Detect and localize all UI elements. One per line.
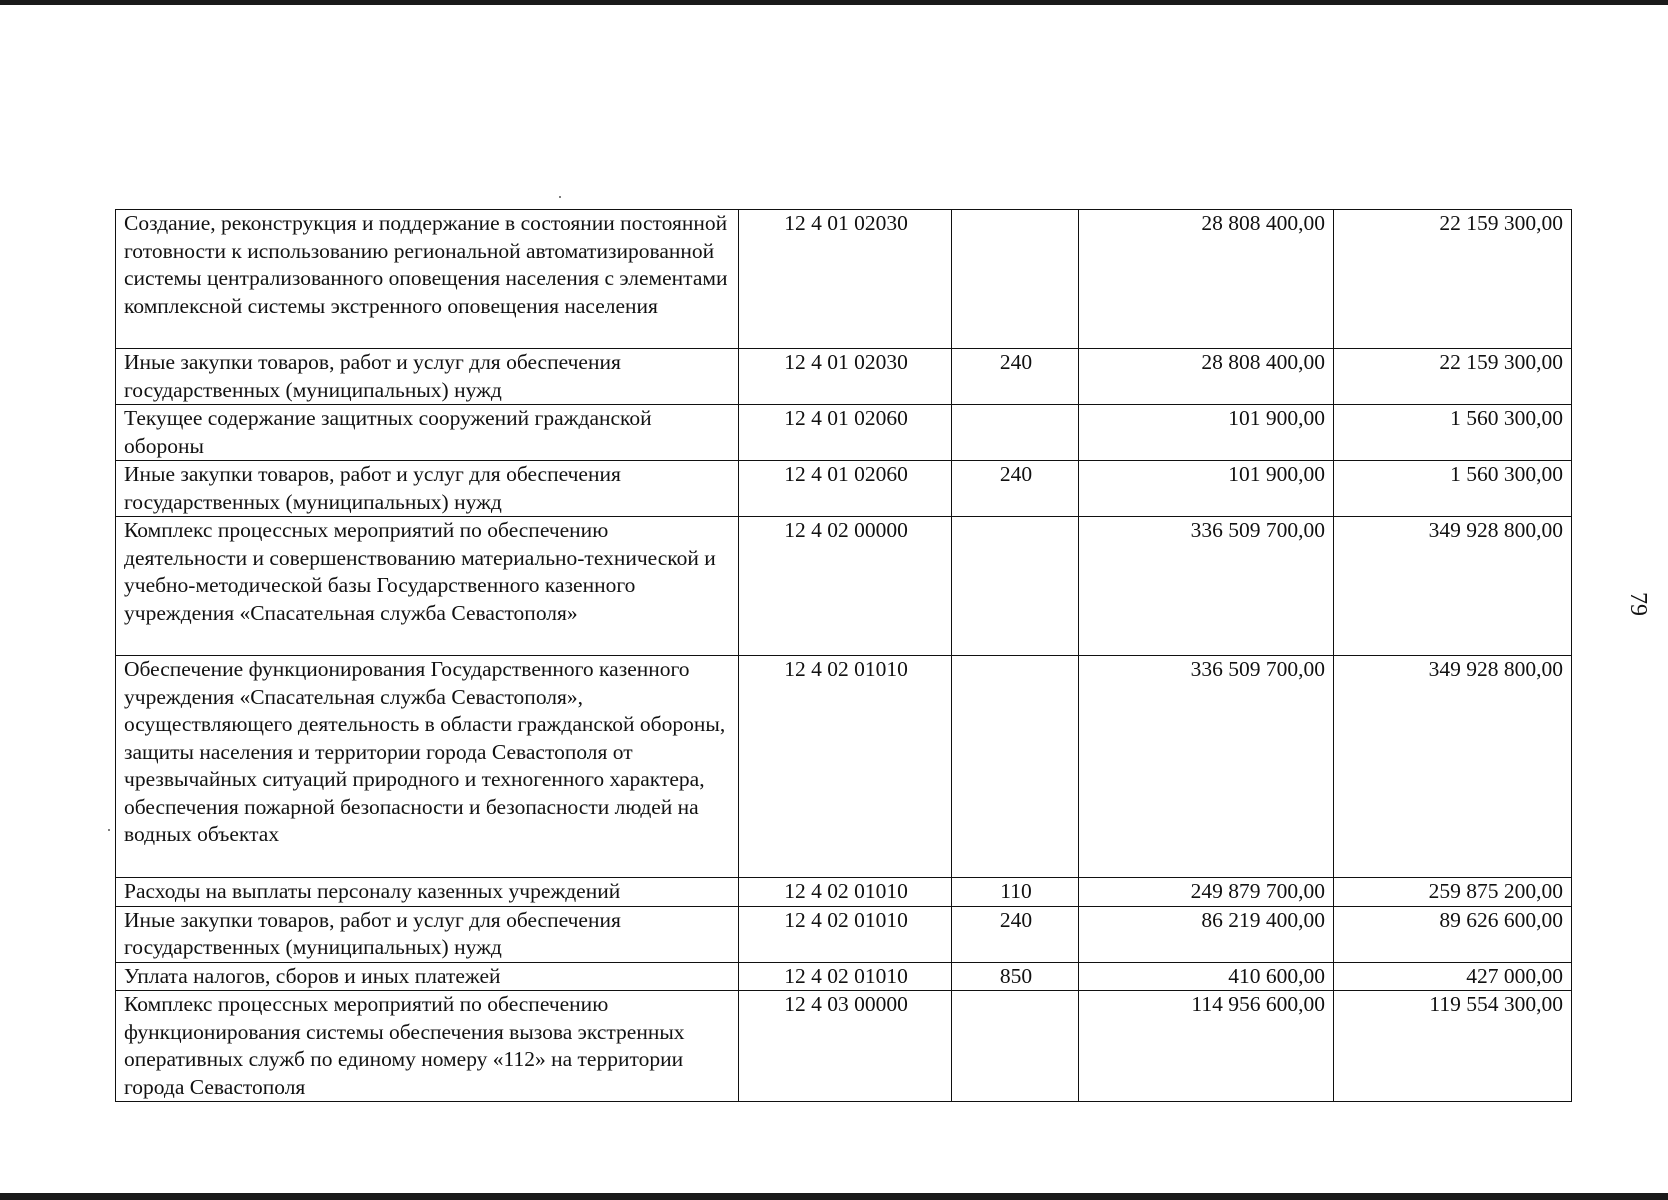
amount-cell-1: 86 219 400,00 [1079,906,1334,962]
item-name-cell: Комплекс процессных мероприятий по обеспечению функционирования системы обеспечения вызова экстренных оперативных служб по единому номеру «112» на территории города Севастополя [116,991,739,1102]
table-row [116,878,1572,907]
item-name-cell: Расходы на выплаты персоналу казенных учреждений [116,878,739,907]
table-row [116,210,1572,349]
target-code-cell: 12 4 02 01010 [739,962,952,991]
target-code-cell: 12 4 02 01010 [739,656,952,878]
amount-cell-2: 259 875 200,00 [1334,878,1572,907]
amount-cell-1: 410 600,00 [1079,962,1334,991]
target-code-cell: 12 4 01 02060 [739,461,952,517]
table-row [116,517,1572,656]
target-code-cell: 12 4 01 02030 [739,349,952,405]
amount-cell-1: 249 879 700,00 [1079,878,1334,907]
item-name-cell: Создание, реконструкция и поддержание в состоянии постоянной готовности к использованию региональной автоматизированной системы централизованного оповещения населения с элементами комплексной системы экстренного оповещения населения [116,210,739,349]
target-code-cell: 12 4 01 02060 [739,405,952,461]
scan-speck [108,829,110,831]
target-code-cell: 12 4 02 00000 [739,517,952,656]
item-name-cell: Обеспечение функционирования Государственного казенного учреждения «Спасательная служба Севастополя», осуществляющего деятельность в области гражданской обороны, защиты населения и территории города Севастополя от чрезвычайных ситуаций природного и техногенного характера, обеспечения пожарной безопасности и безопасности людей на водных объектах [116,656,739,878]
item-name-cell: Комплекс процессных мероприятий по обеспечению деятельности и совершенствованию материально-технической и учебно-методической базы Государственного казенного учреждения «Спасательная служба Севастополя» [116,517,739,656]
table-row [116,656,1572,878]
expense-type-cell: 850 [952,962,1079,991]
expense-type-cell [952,991,1079,1102]
table-row [116,906,1572,962]
target-code-cell: 12 4 02 01010 [739,906,952,962]
amount-cell-2: 89 626 600,00 [1334,906,1572,962]
amount-cell-2: 427 000,00 [1334,962,1572,991]
expense-type-cell: 240 [952,906,1079,962]
amount-cell-1: 101 900,00 [1079,405,1334,461]
amount-cell-1: 336 509 700,00 [1079,517,1334,656]
amount-cell-2: 1 560 300,00 [1334,461,1572,517]
expense-type-cell: 110 [952,878,1079,907]
item-name-cell: Текущее содержание защитных сооружений гражданской обороны [116,405,739,461]
item-name-cell: Иные закупки товаров, работ и услуг для обеспечения государственных (муниципальных) нужд [116,349,739,405]
table-row [116,461,1572,517]
scan-speck [559,196,561,198]
amount-cell-2: 22 159 300,00 [1334,349,1572,405]
expense-type-cell [952,405,1079,461]
table-row [116,962,1572,991]
table-row [116,991,1572,1102]
target-code-cell: 12 4 02 01010 [739,878,952,907]
amount-cell-1: 101 900,00 [1079,461,1334,517]
expense-type-cell [952,656,1079,878]
table-row [116,405,1572,461]
amount-cell-1: 28 808 400,00 [1079,349,1334,405]
expense-type-cell [952,210,1079,349]
expense-type-cell: 240 [952,349,1079,405]
amount-cell-2: 119 554 300,00 [1334,991,1572,1102]
page-number: 79 [1625,592,1651,616]
amount-cell-2: 22 159 300,00 [1334,210,1572,349]
target-code-cell: 12 4 01 02030 [739,210,952,349]
item-name-cell: Иные закупки товаров, работ и услуг для обеспечения государственных (муниципальных) нужд [116,906,739,962]
expense-type-cell: 240 [952,461,1079,517]
amount-cell-1: 28 808 400,00 [1079,210,1334,349]
amount-cell-2: 1 560 300,00 [1334,405,1572,461]
amount-cell-1: 114 956 600,00 [1079,991,1334,1102]
item-name-cell: Уплата налогов, сборов и иных платежей [116,962,739,991]
amount-cell-1: 336 509 700,00 [1079,656,1334,878]
amount-cell-2: 349 928 800,00 [1334,656,1572,878]
amount-cell-2: 349 928 800,00 [1334,517,1572,656]
budget-table [115,209,1572,1102]
target-code-cell: 12 4 03 00000 [739,991,952,1102]
scan-edge-top [0,0,1668,5]
table-row [116,349,1572,405]
scan-edge-bottom [0,1193,1668,1200]
item-name-cell: Иные закупки товаров, работ и услуг для обеспечения государственных (муниципальных) нужд [116,461,739,517]
expense-type-cell [952,517,1079,656]
